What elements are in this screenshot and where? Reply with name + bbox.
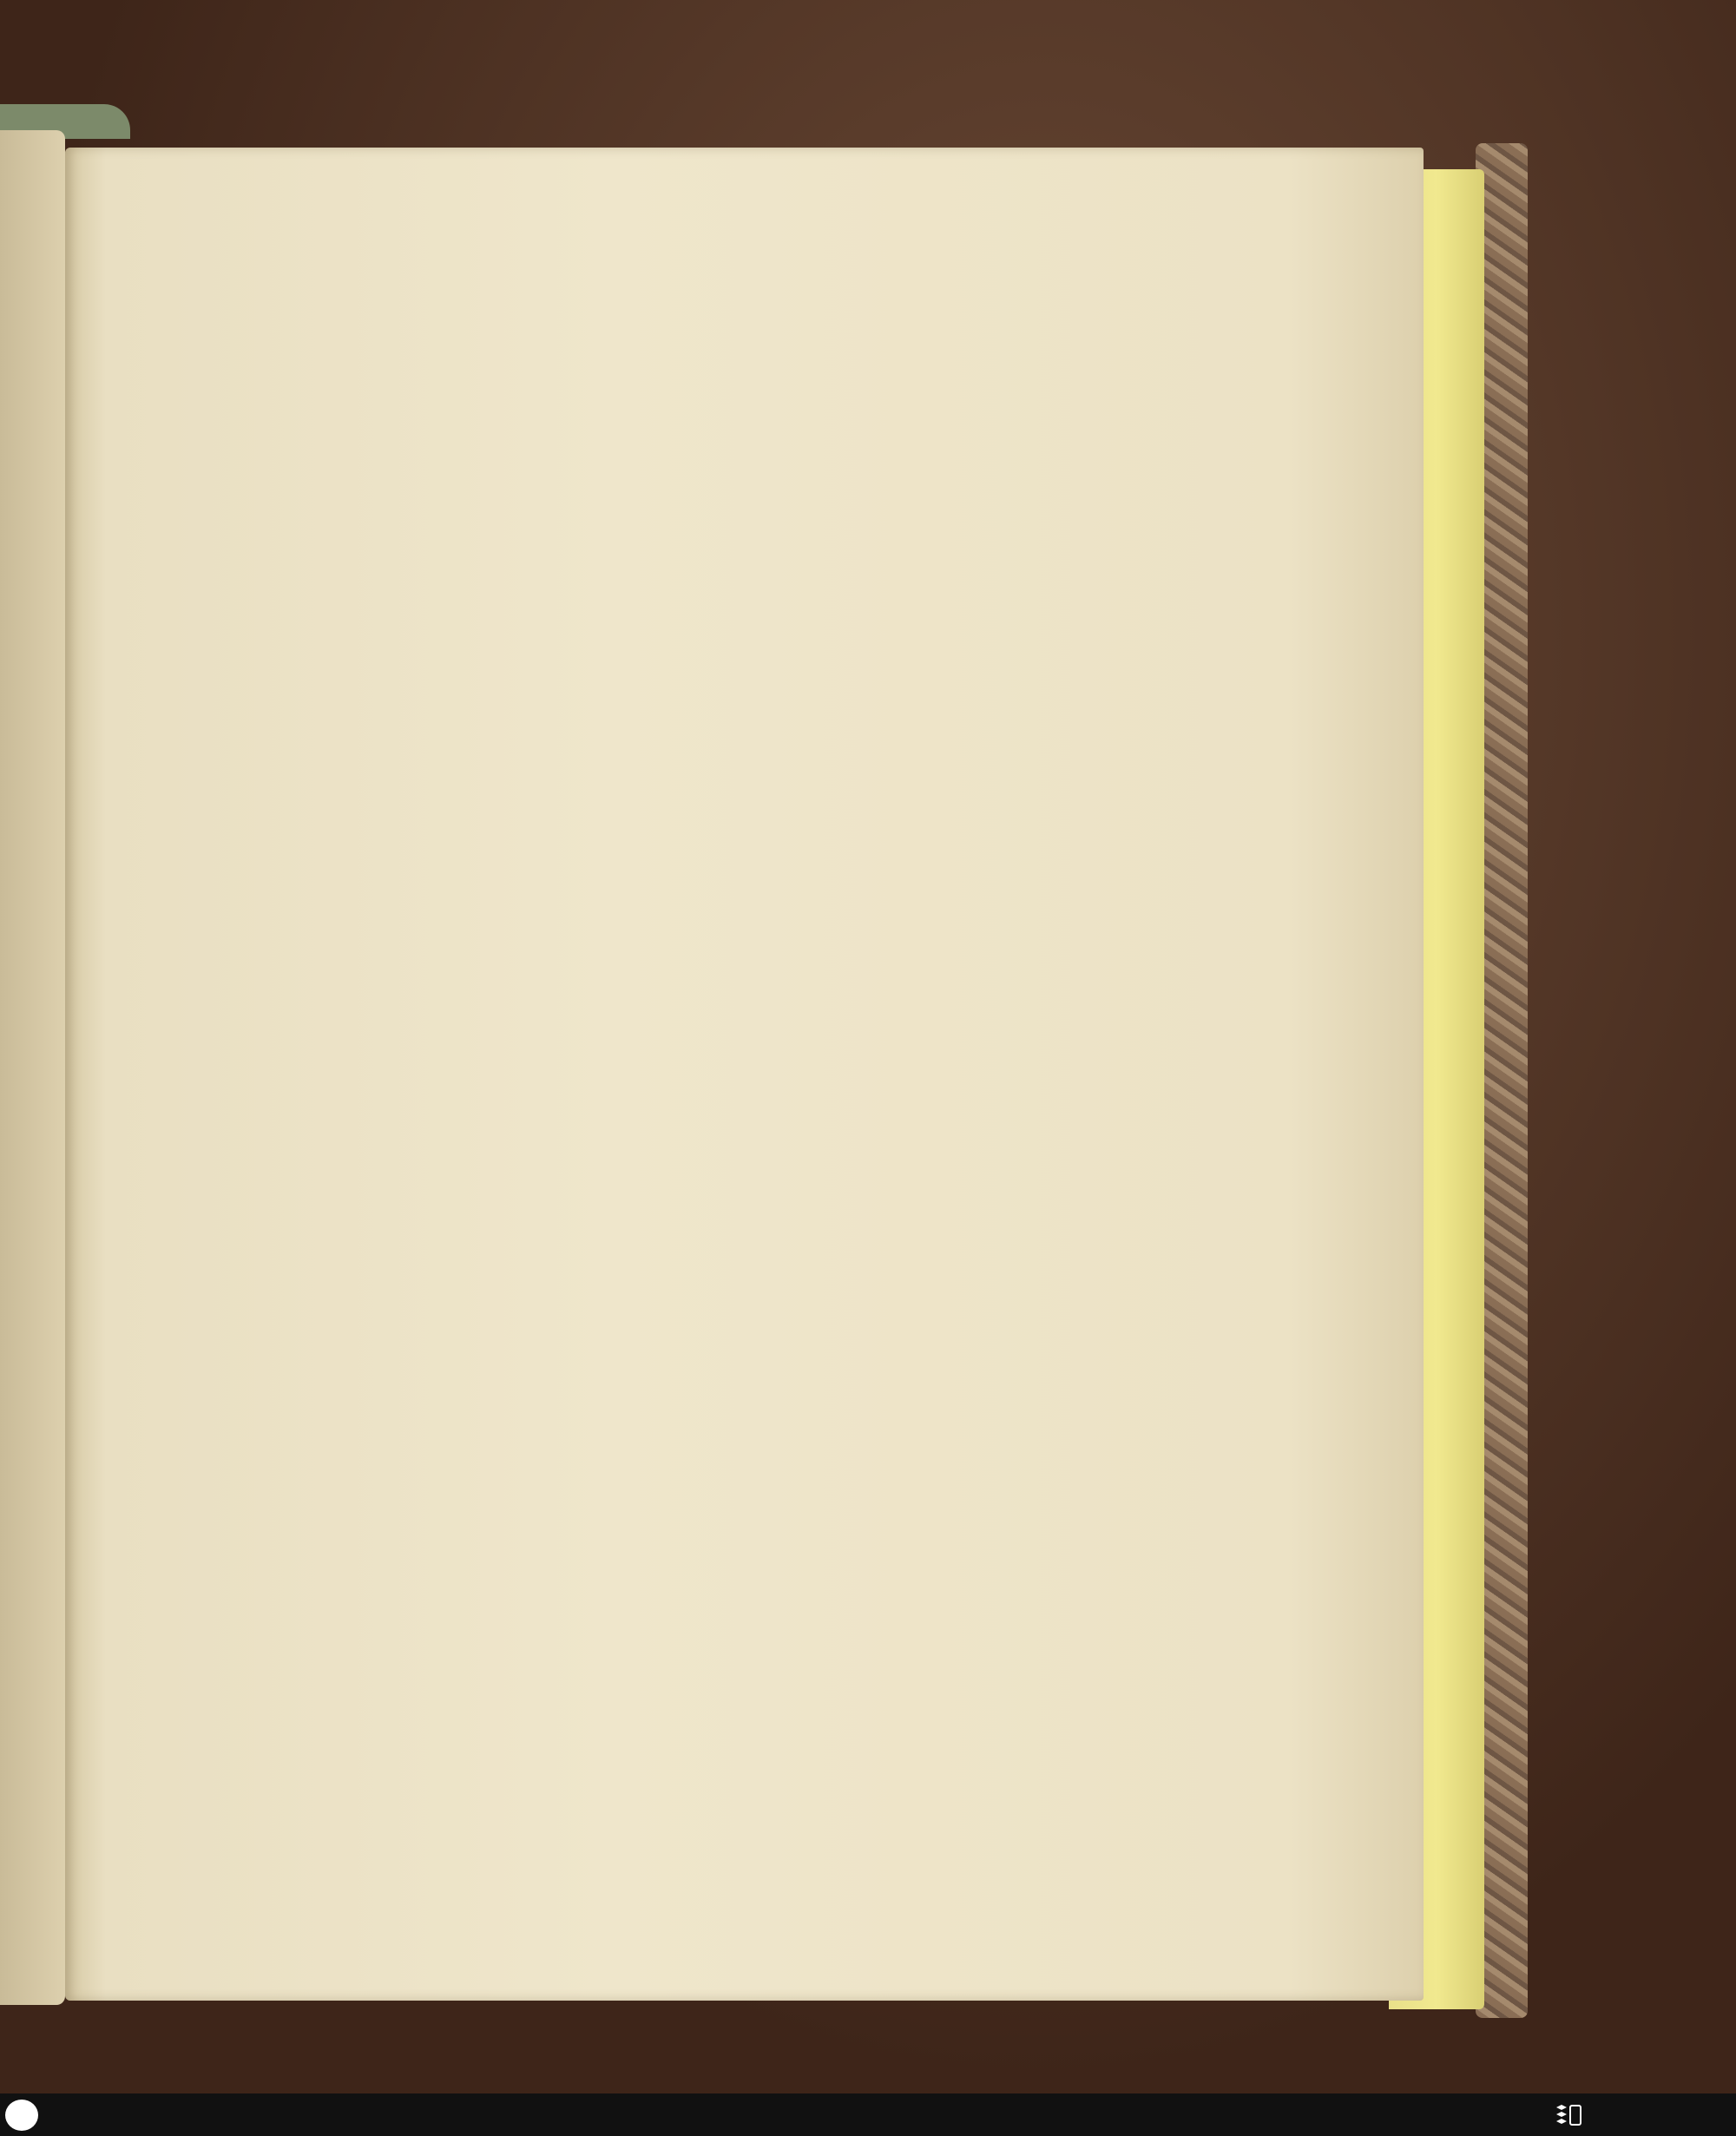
- blb-logo-icon[interactable]: [5, 2100, 38, 2131]
- facing-page-edge: [0, 130, 65, 2005]
- bw-lions-icon: [1554, 2102, 1583, 2128]
- footer-bar: [0, 2093, 1736, 2136]
- book-page: [65, 148, 1424, 2001]
- page-text: [148, 265, 1354, 291]
